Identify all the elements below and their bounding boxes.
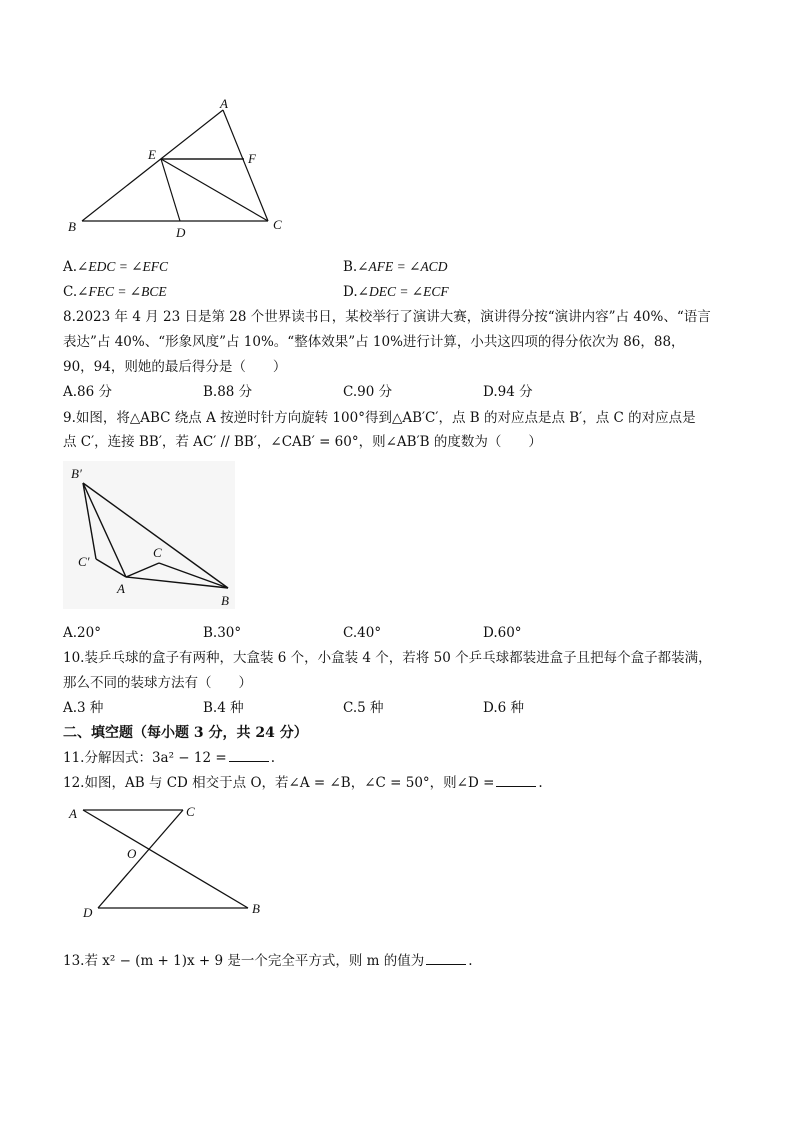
q12-label-O: O xyxy=(127,846,137,861)
q13-stem xyxy=(63,951,473,971)
q12-label-B: B xyxy=(252,901,260,916)
q10-option-a[interactable]: A.3 种 xyxy=(63,700,104,716)
q8-option-d[interactable]: D.94 分 xyxy=(483,384,533,400)
q9-label-Cprime: C′ xyxy=(78,554,90,569)
q7-label-F: F xyxy=(248,151,256,166)
q11-answer-blank[interactable] xyxy=(229,748,269,762)
q7-option-a[interactable]: A.∠EDC = ∠EFC xyxy=(63,259,169,275)
q11-stem xyxy=(63,748,275,768)
q9-label-C: C xyxy=(153,545,162,560)
q12-answer-blank[interactable] xyxy=(496,773,536,787)
q7-label-A: A xyxy=(220,96,228,111)
q13-text: 13.若 x² − (m + 1)x + 9 是一个完全平方式，则 m 的值为 xyxy=(63,953,425,969)
q12-end: . xyxy=(538,775,543,791)
q8-option-a[interactable]: A.86 分 xyxy=(63,384,113,400)
q9-rotation-figure xyxy=(63,461,238,611)
q10-stem-line-1: 10.装乒乓球的盒子有两种，大盒装 6 个，小盒装 4 个，若将 50 个乒乓球都装进盒子且把每个盒子都装满， xyxy=(63,650,712,666)
q7-label-D: D xyxy=(176,225,186,240)
q13-end: . xyxy=(468,953,473,969)
q8-stem-line-1: 8.2023 年 4 月 23 日是第 28 个世界读书日，某校举行了演讲大赛，演讲得分按“演讲内容”占 40%、“语言 xyxy=(63,309,711,325)
section-fill-in-heading: 二、填空题（每小题 3 分，共 24 分） xyxy=(63,725,308,741)
q7-option-b[interactable]: B.∠AFE = ∠ACD xyxy=(343,259,448,275)
q7-option-d[interactable]: D.∠DEC = ∠ECF xyxy=(343,284,449,300)
q12-text: 12.如图，AB 与 CD 相交于点 O，若∠A = ∠B，∠C = 50°，则∠D = xyxy=(63,775,495,791)
q9-option-b[interactable]: B.30° xyxy=(203,625,242,641)
q9-stem-line-1: 9.如图，将△ABC 绕点 A 按逆时针方向旋转 100°得到△AB′C′，点 B 的对应点是点 B′，点 C 的对应点是 xyxy=(63,410,696,426)
q9-figure-background xyxy=(63,461,235,609)
q9-label-Bprime: B′ xyxy=(71,466,82,481)
q7-label-B: B xyxy=(68,219,76,234)
q12-stem xyxy=(63,773,543,793)
q12-label-A: A xyxy=(69,806,77,821)
q7-label-C: C xyxy=(273,217,282,232)
q11-end: . xyxy=(270,750,275,766)
q10-option-c[interactable]: C.5 种 xyxy=(343,700,384,716)
q8-option-c[interactable]: C.90 分 xyxy=(343,384,393,400)
q8-stem-line-2: 表达”占 40%、“形象风度”占 10%。“整体效果”占 10%进行计算，小共这四项的得分依次为 86，88， xyxy=(63,334,685,350)
q10-stem-line-2: 那么不同的装球方法有（ ） xyxy=(63,675,252,691)
q12-label-D: D xyxy=(83,905,93,920)
q9-stem-line-2: 点 C′，连接 BB′，若 AC′ // BB′，∠CAB′ = 60°，则∠AB′B 的度数为（ ） xyxy=(63,434,542,450)
q13-answer-blank[interactable] xyxy=(426,951,466,965)
q7-label-E: E xyxy=(148,147,156,162)
q10-option-b[interactable]: B.4 种 xyxy=(203,700,244,716)
q9-option-a[interactable]: A.20° xyxy=(63,625,101,641)
q9-option-d[interactable]: D.60° xyxy=(483,625,522,641)
q9-label-B: B xyxy=(221,593,229,608)
q11-text: 11.分解因式：3a² − 12 = xyxy=(63,750,227,766)
q10-option-d[interactable]: D.6 种 xyxy=(483,700,525,716)
q12-label-C: C xyxy=(186,804,195,819)
q8-option-b[interactable]: B.88 分 xyxy=(203,384,253,400)
q9-option-c[interactable]: C.40° xyxy=(343,625,382,641)
q8-stem-line-3: 90，94，则她的最后得分是（ ） xyxy=(63,359,287,375)
q12-intersecting-lines-figure xyxy=(63,800,273,925)
q7-option-c[interactable]: C.∠FEC = ∠BCE xyxy=(63,284,167,300)
q7-triangle-figure xyxy=(60,96,320,240)
q9-label-A: A xyxy=(117,581,125,596)
